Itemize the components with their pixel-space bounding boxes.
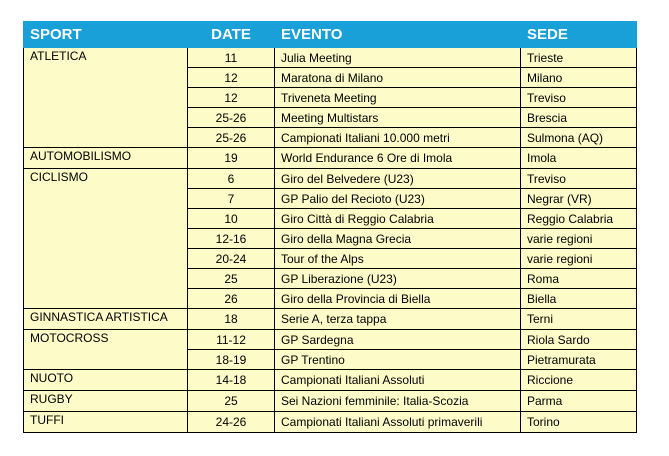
date-cell: 26 bbox=[188, 289, 275, 309]
table-header bbox=[24, 22, 637, 48]
header-row bbox=[24, 22, 637, 48]
header-date: DATE bbox=[188, 22, 275, 48]
date-cell: 25-26 bbox=[188, 108, 275, 128]
sede-cell: Parma bbox=[521, 391, 637, 412]
evento-cell: Giro della Provincia di Biella bbox=[275, 289, 521, 309]
evento-cell: GP Sardegna bbox=[275, 330, 521, 350]
sport-cell: ATLETICA bbox=[24, 48, 188, 148]
table-row bbox=[24, 169, 637, 189]
sede-cell: Negrar (VR) bbox=[521, 189, 637, 209]
sede-cell: Biella bbox=[521, 289, 637, 309]
table-row bbox=[24, 309, 637, 330]
sport-cell: CICLISMO bbox=[24, 169, 188, 309]
date-cell: 12 bbox=[188, 68, 275, 88]
sede-cell: Treviso bbox=[521, 88, 637, 108]
date-cell: 11-12 bbox=[188, 330, 275, 350]
events-table bbox=[23, 21, 637, 433]
evento-cell: Campionati Italiani 10.000 metri bbox=[275, 128, 521, 148]
sede-cell: Terni bbox=[521, 309, 637, 330]
date-cell: 25-26 bbox=[188, 128, 275, 148]
evento-cell: Campionati Italiani Assoluti bbox=[275, 370, 521, 391]
sport-cell: RUGBY bbox=[24, 391, 188, 412]
date-cell: 24-26 bbox=[188, 412, 275, 433]
sede-cell: Riola Sardo bbox=[521, 330, 637, 350]
date-cell: 20-24 bbox=[188, 249, 275, 269]
evento-cell: Sei Nazioni femminile: Italia-Scozia bbox=[275, 391, 521, 412]
sport-cell: TUFFI bbox=[24, 412, 188, 433]
sede-cell: varie regioni bbox=[521, 249, 637, 269]
sede-cell: Torino bbox=[521, 412, 637, 433]
date-cell: 25 bbox=[188, 269, 275, 289]
date-cell: 14-18 bbox=[188, 370, 275, 391]
sede-cell: Imola bbox=[521, 148, 637, 169]
date-cell: 25 bbox=[188, 391, 275, 412]
sport-cell: AUTOMOBILISMO bbox=[24, 148, 188, 169]
date-cell: 7 bbox=[188, 189, 275, 209]
evento-cell: GP Trentino bbox=[275, 350, 521, 370]
evento-cell: Meeting Multistars bbox=[275, 108, 521, 128]
header-sport: SPORT bbox=[24, 22, 188, 48]
evento-cell: Serie A, terza tappa bbox=[275, 309, 521, 330]
evento-cell: World Endurance 6 Ore di Imola bbox=[275, 148, 521, 169]
table-row bbox=[24, 148, 637, 169]
evento-cell: Giro Città di Reggio Calabria bbox=[275, 209, 521, 229]
date-cell: 6 bbox=[188, 169, 275, 189]
evento-cell: GP Liberazione (U23) bbox=[275, 269, 521, 289]
table-row bbox=[24, 330, 637, 350]
table-row bbox=[24, 370, 637, 391]
sede-cell: Reggio Calabria bbox=[521, 209, 637, 229]
evento-cell: Tour of the Alps bbox=[275, 249, 521, 269]
sede-cell: Sulmona (AQ) bbox=[521, 128, 637, 148]
sede-cell: Pietramurata bbox=[521, 350, 637, 370]
evento-cell: Giro del Belvedere (U23) bbox=[275, 169, 521, 189]
sede-cell: Treviso bbox=[521, 169, 637, 189]
sport-cell: GINNASTICA ARTISTICA bbox=[24, 309, 188, 330]
evento-cell: Julia Meeting bbox=[275, 48, 521, 68]
sede-cell: Riccione bbox=[521, 370, 637, 391]
table-row bbox=[24, 391, 637, 412]
date-cell: 19 bbox=[188, 148, 275, 169]
evento-cell: Giro della Magna Grecia bbox=[275, 229, 521, 249]
evento-cell: Campionati Italiani Assoluti primaverili bbox=[275, 412, 521, 433]
evento-cell: GP Palio del Recioto (U23) bbox=[275, 189, 521, 209]
sede-cell: Milano bbox=[521, 68, 637, 88]
evento-cell: Triveneta Meeting bbox=[275, 88, 521, 108]
date-cell: 18 bbox=[188, 309, 275, 330]
table-row bbox=[24, 412, 637, 433]
sport-cell: NUOTO bbox=[24, 370, 188, 391]
sede-cell: Brescia bbox=[521, 108, 637, 128]
sport-cell: MOTOCROSS bbox=[24, 330, 188, 370]
date-cell: 12 bbox=[188, 88, 275, 108]
sede-cell: Roma bbox=[521, 269, 637, 289]
date-cell: 18-19 bbox=[188, 350, 275, 370]
table-body bbox=[24, 48, 637, 433]
header-evento: EVENTO bbox=[275, 22, 521, 48]
header-sede: SEDE bbox=[521, 22, 637, 48]
sede-cell: Trieste bbox=[521, 48, 637, 68]
date-cell: 12-16 bbox=[188, 229, 275, 249]
evento-cell: Maratona di Milano bbox=[275, 68, 521, 88]
sede-cell: varie regioni bbox=[521, 229, 637, 249]
table-row bbox=[24, 48, 637, 68]
date-cell: 11 bbox=[188, 48, 275, 68]
date-cell: 10 bbox=[188, 209, 275, 229]
